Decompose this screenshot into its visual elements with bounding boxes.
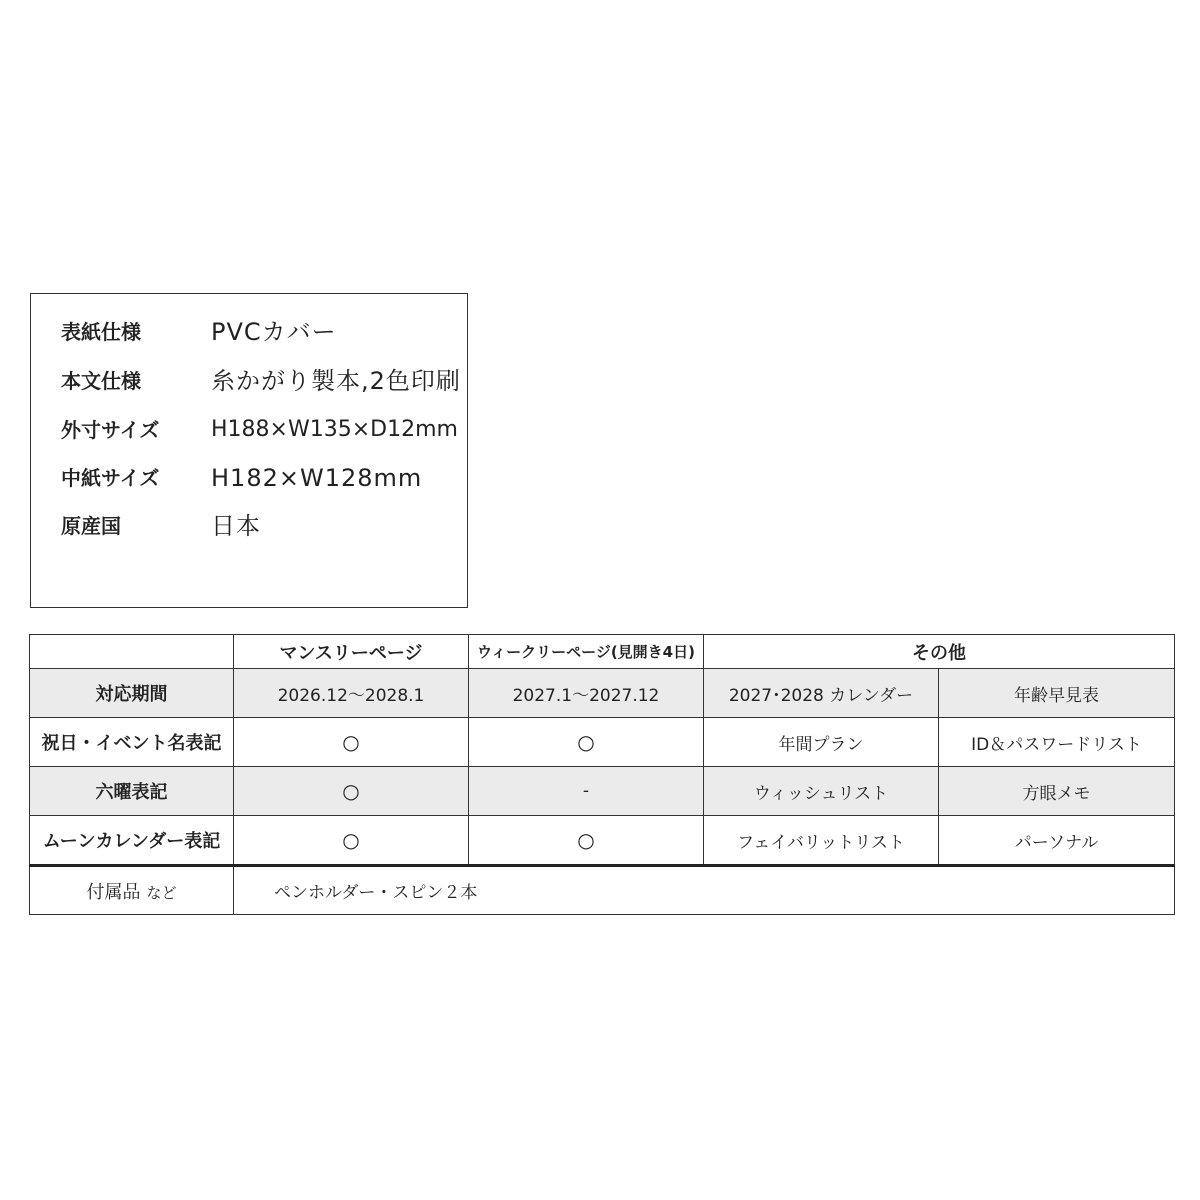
weekly-cell: ○ <box>469 816 704 866</box>
spec-label: 表紙仕様 <box>61 320 141 344</box>
other-cell: 2027･2028 カレンダー <box>704 669 939 718</box>
weekly-cell: - <box>469 767 704 816</box>
weekly-cell: 2027.1～2027.12 <box>469 669 704 718</box>
monthly-cell: 2026.12～2028.1 <box>234 669 469 718</box>
other-cell: フェイバリットリスト <box>704 816 939 866</box>
monthly-cell: ○ <box>234 767 469 816</box>
spec-value: PVCカバー <box>211 318 337 346</box>
spec-label: 原産国 <box>61 514 121 538</box>
header-weekly: ウィークリーページ(見開き4日) <box>469 635 704 669</box>
other-cell: 年齢早見表 <box>939 669 1175 718</box>
monthly-cell: ○ <box>234 718 469 767</box>
header-blank <box>30 635 234 669</box>
spec-row-cover <box>31 312 467 352</box>
other-cell: 方眼メモ <box>939 767 1175 816</box>
row-label: 六曜表記 <box>30 767 234 816</box>
table-header-row <box>30 635 1175 669</box>
spec-label: 外寸サイズ <box>61 418 160 442</box>
other-cell: 年間プラン <box>704 718 939 767</box>
weekly-cell: ○ <box>469 718 704 767</box>
spec-row-paper-size <box>31 458 467 498</box>
header-monthly: マンスリーページ <box>234 635 469 669</box>
spec-box <box>30 293 468 608</box>
row-label: ムーンカレンダー表記 <box>30 816 234 866</box>
accessories-row <box>30 866 1175 915</box>
spec-value: 日本 <box>211 512 261 540</box>
spec-value: 糸かがり製本,2色印刷 <box>211 367 461 395</box>
spec-row-outer-size <box>31 410 467 450</box>
row-label: 祝日・イベント名表記 <box>30 718 234 767</box>
accessories-value: ペンホルダー・スピン２本 <box>234 866 1175 915</box>
other-cell: ウィッシュリスト <box>704 767 939 816</box>
spec-label: 中紙サイズ <box>61 466 160 490</box>
spec-row-origin <box>31 506 467 546</box>
other-cell: パーソナル <box>939 816 1175 866</box>
monthly-cell: ○ <box>234 816 469 866</box>
spec-value: H188×W135×D12mm <box>211 417 458 442</box>
table-row <box>30 816 1175 866</box>
spec-value: H182×W128mm <box>211 464 423 492</box>
table-row <box>30 718 1175 767</box>
feature-table <box>29 634 1175 915</box>
row-label: 対応期間 <box>30 669 234 718</box>
table-row <box>30 669 1175 718</box>
accessories-label-suffix: など <box>146 883 177 902</box>
accessories-label <box>30 866 234 915</box>
other-cell: ID＆パスワードリスト <box>939 718 1175 767</box>
header-other: その他 <box>704 635 1175 669</box>
spec-label: 本文仕様 <box>61 369 141 393</box>
accessories-label-main: 付属品 <box>86 881 141 903</box>
spec-row-body <box>31 361 467 401</box>
table-row <box>30 767 1175 816</box>
